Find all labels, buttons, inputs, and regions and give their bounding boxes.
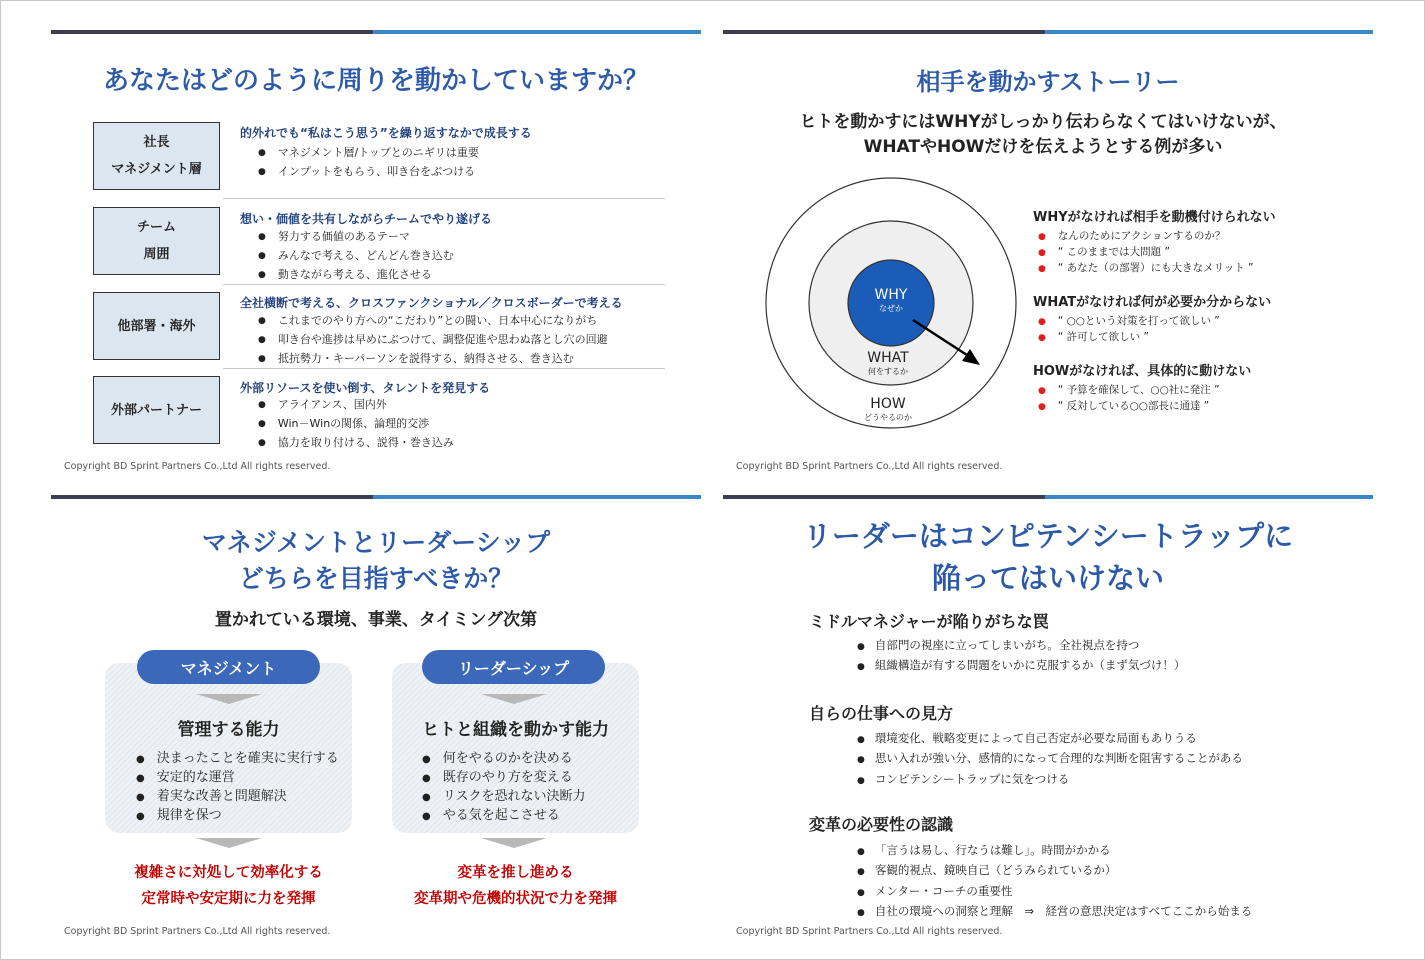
slide-title bbox=[723, 515, 1373, 599]
slide-title: あなたはどのように周りを動かしていますか？ bbox=[102, 66, 649, 96]
how-text: HOW bbox=[870, 396, 906, 412]
leadership-caption: ヒトと組織を動かす能力 bbox=[422, 720, 609, 740]
copyright-text: Copyright BD Sprint Partners Co.,Ltd All rights reserved. bbox=[64, 461, 331, 472]
list-item: ● 協力を取り付ける、説得・巻き込み bbox=[258, 434, 454, 453]
management-bullets bbox=[136, 750, 339, 826]
list-item: ● “ 予算を確保して、○○社に発注 ” bbox=[1033, 383, 1251, 399]
why-section bbox=[1033, 206, 1276, 277]
list-item: ● 安定的な運営 bbox=[136, 769, 339, 788]
list-item: ● Win－Winの関係、論理的交渉 bbox=[258, 415, 454, 434]
list-item: ● 自部門の視座に立ってしまいがち。全社視点を持つ bbox=[857, 636, 1185, 656]
section-bullets bbox=[1033, 314, 1271, 346]
list-item: ● これまでのやり方への“こだわり”との闘い、日本中心になりがち bbox=[258, 312, 608, 331]
subtitle-line1: ヒトを動かすにはWHYがしっかり伝わらなくてはいけないが、 bbox=[799, 112, 1287, 132]
stakeholder-label-line2: マネジメント層 bbox=[111, 162, 202, 177]
subtitle-line2: WHATやHOWだけを伝えようとする例が多い bbox=[863, 137, 1223, 157]
management-caption: 管理する能力 bbox=[177, 720, 280, 740]
stakeholder-label bbox=[93, 122, 220, 190]
list-item: ● “ あなた（の部署）にも大きなメリット ” bbox=[1033, 261, 1276, 277]
copyright-text: Copyright BD Sprint Partners Co.,Ltd All rights reserved. bbox=[736, 461, 1003, 472]
list-item: ● 既存のやり方を変える bbox=[422, 769, 585, 788]
list-item: ● メンター・コーチの重要性 bbox=[857, 882, 1252, 902]
why-subtext: なぜか bbox=[879, 304, 903, 313]
copyright-text: Copyright BD Sprint Partners Co.,Ltd All rights reserved. bbox=[64, 926, 331, 937]
list-item: ● 叩き台や進捗は早めにぶつけて、調整促進や思わぬ落とし穴の回避 bbox=[258, 331, 608, 350]
stakeholder-label-line1: 社長 bbox=[143, 135, 170, 150]
stakeholder-label-line2: 周囲 bbox=[143, 247, 170, 262]
list-item: ● アライアンス、国内外 bbox=[258, 396, 454, 415]
slide-story-to-move-people bbox=[723, 30, 1373, 470]
slide-subtitle bbox=[723, 110, 1363, 160]
list-item: ● “ 反対している○○部長に通達 ” bbox=[1033, 399, 1251, 415]
list-item: ● “ このままでは大問題 ” bbox=[1033, 245, 1276, 261]
row-divider bbox=[223, 198, 665, 199]
list-item: ● 努力する価値のあるテーマ bbox=[258, 228, 454, 247]
slide-competency-trap bbox=[723, 495, 1373, 935]
how-subtext: どうやるのか bbox=[864, 413, 912, 422]
copyright-text: Copyright BD Sprint Partners Co.,Ltd All rights reserved. bbox=[736, 926, 1003, 937]
row-heading: 的外れでも“私はこう思う”を繰り返すなかで成長する bbox=[240, 126, 532, 140]
list-item: ● 自社の環境への洞察と理解 ⇒ 経営の意思決定はすべてここから始まる bbox=[857, 902, 1252, 922]
slide-top-bar bbox=[51, 495, 701, 499]
result-line1: 変革を推し進める bbox=[457, 865, 574, 881]
list-item: ● 動きながら考える、進化させる bbox=[258, 266, 454, 285]
result-line1: 複雑さに対処して効率化する bbox=[134, 865, 323, 881]
section-heading: HOWがなければ、具体的に動けない bbox=[1033, 364, 1252, 379]
title-line1: マネジメントとリーダーシップ bbox=[201, 528, 551, 557]
list-item: ● インプットをもらう、叩き台をぶつける bbox=[258, 163, 479, 182]
chevron-down-icon bbox=[196, 694, 262, 704]
slide-title bbox=[51, 525, 701, 597]
list-item: ● みんなで考える、どんどん巻き込む bbox=[258, 247, 454, 266]
section-bullets bbox=[1033, 229, 1276, 277]
row-divider bbox=[223, 284, 665, 285]
list-item: ● なんのためにアクションするのか？ bbox=[1033, 229, 1276, 245]
list-item: ● マネジメント層/トップとのニギリは重要 bbox=[258, 144, 479, 163]
slide-title: 相手を動かすストーリー bbox=[916, 68, 1180, 96]
title-line2: 陥ってはいけない bbox=[931, 561, 1164, 595]
result-line2: 定常時や安定期に力を発揮 bbox=[141, 891, 316, 907]
slide-subtitle: 置かれている環境、事業、タイミング次第 bbox=[214, 610, 538, 630]
section-heading: 自らの仕事への見方 bbox=[809, 704, 954, 723]
list-item: ● 規律を保つ bbox=[136, 807, 339, 826]
how-section bbox=[1033, 360, 1251, 415]
list-item: ● 環境変化、戦略変更によって自己否定が必要な局面もありうる bbox=[857, 729, 1243, 749]
result-line2: 変革期や危機的状況で力を発揮 bbox=[414, 891, 617, 907]
slide-top-bar bbox=[723, 30, 1373, 34]
management-result bbox=[105, 860, 352, 912]
list-item: ● 着実な改善と問題解決 bbox=[136, 788, 339, 807]
why-text: WHY bbox=[874, 287, 908, 303]
what-label bbox=[848, 350, 928, 377]
list-item: ● 組織構造が有する問題をいかに克服するか（まず気づけ！） bbox=[857, 656, 1185, 676]
list-item: ● 抵抗勢力・キーパーソンを説得する、納得させる、巻き込む bbox=[258, 350, 608, 369]
section-heading: WHYがなければ相手を動機付けられない bbox=[1033, 210, 1276, 225]
list-item: ● やる気を起こさせる bbox=[422, 807, 585, 826]
row-heading: 想い・価値を共有しながらチームでやり遂げる bbox=[240, 212, 493, 226]
leadership-result bbox=[392, 860, 639, 912]
section-bullets bbox=[857, 841, 1252, 922]
what-section bbox=[1033, 291, 1271, 346]
list-item: ● 何をやるのかを決める bbox=[422, 750, 585, 769]
chevron-down-icon bbox=[481, 694, 547, 704]
stakeholder-label bbox=[93, 376, 220, 444]
list-item: ● “ 許可して欲しい ” bbox=[1033, 330, 1271, 346]
title-line1: リーダーはコンピテンシートラップに bbox=[802, 519, 1294, 553]
chevron-down-icon bbox=[481, 838, 547, 848]
row-bullets bbox=[258, 396, 454, 453]
section-bullets bbox=[1033, 383, 1251, 415]
row-bullets bbox=[258, 144, 479, 182]
stakeholder-label-line1: 外部パートナー bbox=[110, 402, 202, 418]
what-subtext: 何をするか bbox=[868, 367, 908, 376]
row-bullets bbox=[258, 228, 454, 285]
stakeholder-label-line1: チーム bbox=[136, 220, 176, 235]
row-bullets bbox=[258, 312, 608, 369]
row-heading: 外部リソースを使い倒す、タレントを発見する bbox=[240, 381, 491, 395]
slide-how-you-move-people bbox=[51, 30, 701, 470]
leadership-bullets bbox=[422, 750, 585, 826]
row-divider bbox=[223, 368, 665, 369]
section-heading: 変革の必要性の認識 bbox=[809, 815, 954, 834]
section-heading: ミドルマネジャーが陥りがちな罠 bbox=[809, 612, 1049, 631]
what-text: WHAT bbox=[867, 350, 909, 366]
section-bullets bbox=[857, 729, 1243, 790]
list-item: ● “ ○○という対策を打って欲しい ” bbox=[1033, 314, 1271, 330]
row-heading: 全社横断で考える、クロスファンクショナル／クロスボーダーで考える bbox=[240, 296, 623, 310]
why-label bbox=[851, 287, 931, 314]
list-item: ● 「言うは易し、行なうは難し」。時間がかかる bbox=[857, 841, 1252, 861]
leadership-pill: リーダーシップ bbox=[422, 650, 605, 684]
stakeholder-label bbox=[93, 207, 220, 275]
list-item: ● 客観的視点、鏡映自己（どうみられているか） bbox=[857, 861, 1252, 881]
list-item: ● リスクを恐れない決断力 bbox=[422, 788, 585, 807]
chevron-down-icon bbox=[196, 838, 262, 848]
title-line2: どちらを目指すべきか？ bbox=[238, 564, 514, 593]
slide-top-bar bbox=[51, 30, 701, 34]
list-item: ● コンピテンシートラップに気をつける bbox=[857, 770, 1243, 790]
management-pill: マネジメント bbox=[137, 650, 320, 684]
slide-management-vs-leadership bbox=[51, 495, 701, 935]
list-item: ● 決まったことを確実に実行する bbox=[136, 750, 339, 769]
section-heading: WHATがなければ何が必要か分からない bbox=[1033, 295, 1272, 310]
stakeholder-label-line1: 他部署・海外 bbox=[117, 318, 196, 334]
how-label bbox=[848, 396, 928, 423]
list-item: ● 思い入れが強い分、感情的になって合理的な判断を阻害することがある bbox=[857, 749, 1243, 769]
section-bullets bbox=[857, 636, 1185, 677]
stakeholder-label bbox=[93, 292, 220, 360]
slide-top-bar bbox=[723, 495, 1373, 499]
